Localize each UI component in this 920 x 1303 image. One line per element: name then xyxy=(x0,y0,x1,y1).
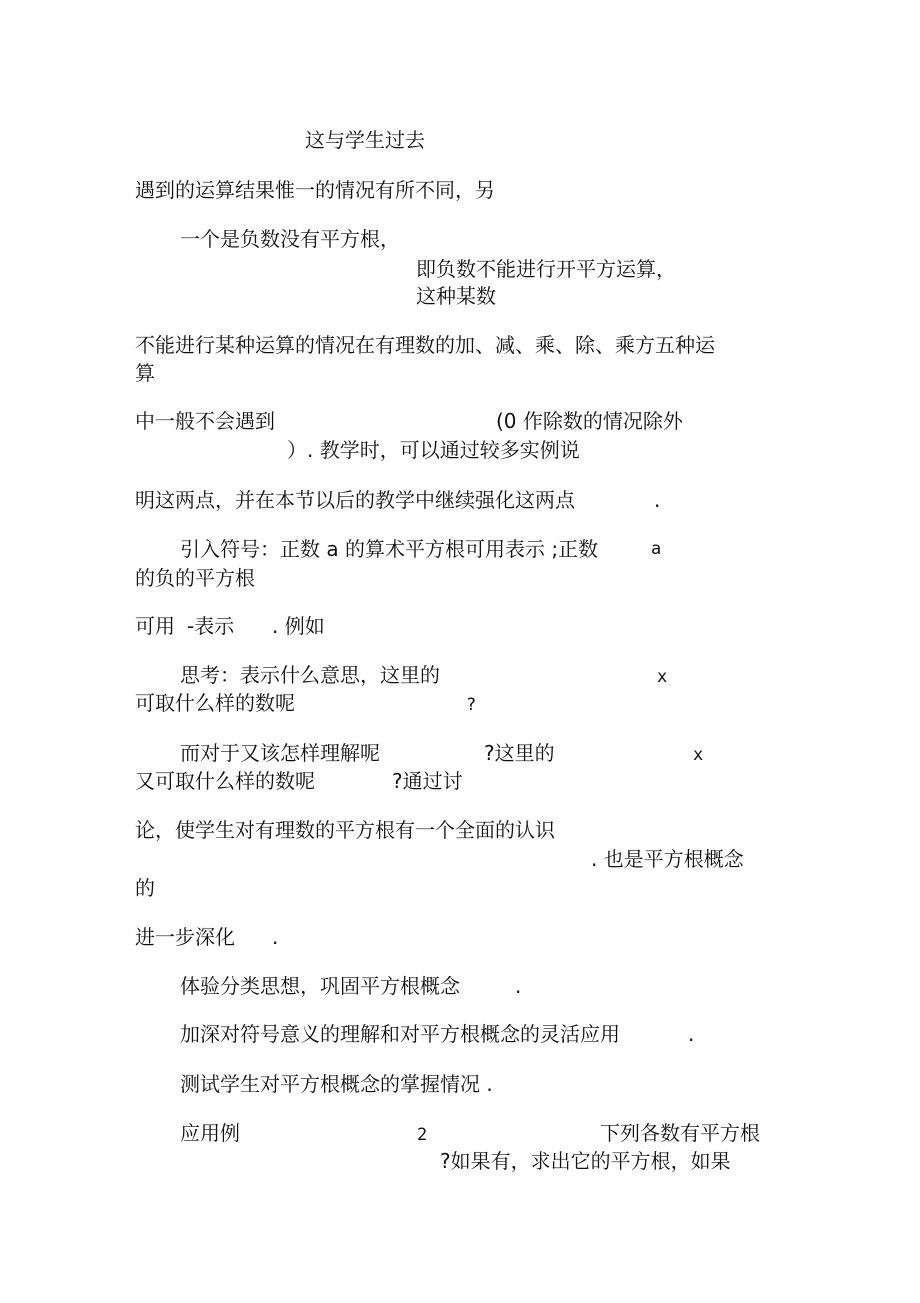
text-line: 中一般不会遇到 xyxy=(135,409,275,433)
text-line: 即负数不能进行开平方运算， xyxy=(416,257,676,281)
text-line: 可取什么样的数呢 xyxy=(135,691,295,715)
text-line: . 也是平方根概念 xyxy=(591,847,744,871)
text-line: 又可取什么样的数呢 xyxy=(135,769,315,793)
text-line: . xyxy=(688,1022,695,1046)
text-line: x xyxy=(657,667,668,687)
text-line: ）. 教学时，可以通过较多实例说 xyxy=(287,438,580,462)
text-line: (0 作除数的情况除外 xyxy=(496,409,683,433)
text-line: a xyxy=(651,539,662,559)
text-line: 引入符号：正数 a 的算术平方根可用表示 ;正数 xyxy=(180,537,599,561)
text-line: . xyxy=(654,488,661,512)
text-line: ?如果有，求出它的平方根，如果 xyxy=(440,1149,731,1173)
text-line: 这种某数 xyxy=(416,284,496,308)
text-line: 体验分类思想，巩固平方根概念 xyxy=(180,974,460,998)
text-line: 而对于又该怎样理解呢 xyxy=(180,741,380,765)
text-line: 的 xyxy=(135,876,155,900)
text-line: 不能进行某种运算的情况在有理数的加、减、乘、除、乘方五种运 xyxy=(135,333,715,357)
text-line: 进一步深化 xyxy=(135,925,235,949)
text-line: 算 xyxy=(135,361,155,385)
text-line: . 例如 xyxy=(272,614,325,638)
text-line: 一个是负数没有平方根， xyxy=(180,227,400,251)
text-line: ? xyxy=(466,695,477,715)
text-line: -表示 xyxy=(187,614,235,638)
text-line: 明这两点，并在本节以后的教学中继续强化这两点 xyxy=(135,488,575,512)
text-line: 遇到的运算结果惟一的情况有所不同，另 xyxy=(135,178,495,202)
text-line: 测试学生对平方根概念的掌握情况 . xyxy=(180,1072,493,1096)
text-line: 下列各数有平方根 xyxy=(600,1121,760,1145)
text-line: . xyxy=(515,974,522,998)
text-line: x xyxy=(693,745,704,765)
text-line: 加深对符号意义的理解和对平方根概念的灵活应用 xyxy=(180,1022,620,1046)
text-line: 这与学生过去 xyxy=(305,128,425,152)
text-line: 应用例 xyxy=(180,1121,240,1145)
text-line: ?这里的 xyxy=(484,741,555,765)
text-line: ?通过讨 xyxy=(392,769,463,793)
text-line: 论，使学生对有理数的平方根有一个全面的认识 xyxy=(135,818,555,842)
text-line: 可用 xyxy=(135,614,175,638)
text-line: 思考：表示什么意思，这里的 xyxy=(180,663,440,687)
text-line: 2 xyxy=(417,1125,428,1145)
text-line: 的负的平方根 xyxy=(135,566,255,590)
text-line: . xyxy=(272,925,279,949)
